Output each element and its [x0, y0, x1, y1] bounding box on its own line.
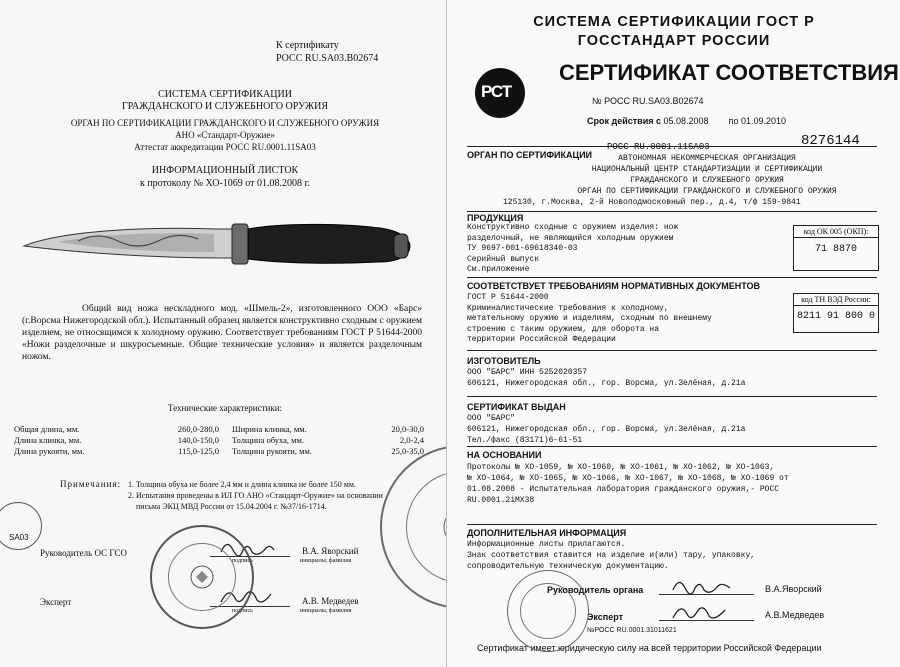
footer-legal-text: Сертификат имеет юридическую силу на всей территории Российской Федерации	[477, 643, 822, 653]
expert-label: Эксперт	[587, 612, 624, 622]
system-line-1: СИСТЕМА СЕРТИФИКАЦИИ	[158, 89, 292, 100]
tnved-label: код ТН ВЭД России:	[794, 294, 878, 306]
okp-code-box	[793, 225, 879, 271]
knife-description: Общий вид ножа нескладного мод. «Шмель-2», изготовленного ООО «Барс» (г.Ворсма Нижегородской обл.). Испытанный образец является конструктивно сходным с оружием изделием, не относящимся к холодному оружию. Соответствует требованиям ГОСТ Р 51644-2000 «Ножи разделочные и шкуросъемные. Общие технические условия» и является разделочным ножом.	[22, 304, 422, 362]
rule	[467, 350, 877, 351]
head-label: Руководитель ОС ГСО	[40, 548, 127, 558]
manufacturer-block: ООО "БАРС" ИНН 5252020357 606121, Нижегородская обл., гор. Ворсма, ул.Зелёная, д.21а	[467, 368, 746, 388]
specs-right-table	[232, 424, 424, 457]
gost-r-logo-icon: РСТ	[475, 68, 525, 118]
certificate-title: СЕРТИФИКАТ СООТВЕТСТВИЯ	[559, 60, 899, 85]
note-1: 1. Толщина обуха не более 2,4 мм и длина клинка не более 150 мм.	[128, 480, 356, 489]
organ-head-name: В.А.Яворский	[765, 584, 822, 594]
certificate-reference: РОСС RU.SA03.B02674	[276, 53, 379, 64]
name-caption: инициалы, фамилия	[300, 558, 352, 564]
info-sheet-subtitle: к протоколу № ХО-1069 от 01.08.2008 г.	[139, 178, 311, 189]
organ-label: ОРГАН ПО СЕРТИФИКАЦИИ	[467, 150, 593, 160]
additional-info-block: Информационные листы прилагаются. Знак соответствия ставится на изделие и(или) тару, упаковку, сопроводительную техническую документацию.	[467, 540, 756, 571]
round-seal-center	[380, 445, 446, 609]
product-block: Конструктивно сходные с оружием изделия: нож разделочный, не являющийся холодным оружием ТУ 9697-001-69618340-03 Серийный выпуск См.приложение	[467, 223, 679, 274]
organ-code: РОСС RU.0001.11SA03	[607, 142, 710, 152]
expert-label: Эксперт	[40, 597, 72, 607]
issued-to-label: СЕРТИФИКАТ ВЫДАН	[467, 402, 566, 412]
organ-line-1: ОРГАН ПО СЕРТИФИКАЦИИ ГРАЖДАНСКОГО И СЛУЖЕБНОГО ОРУЖИЯ	[70, 118, 380, 128]
manufacturer-label: ИЗГОТОВИТЕЛЬ	[467, 356, 541, 366]
small-stamp: SA03	[0, 502, 42, 550]
signature-caption: подпись	[232, 558, 253, 564]
system-line-2: ГРАЖДАНСКОГО И СЛУЖЕБНОГО ОРУЖИЯ	[121, 101, 329, 112]
expert-name: А.В. Медведев	[302, 596, 359, 606]
organ-head-signature	[669, 576, 739, 596]
note-2: 2. Испытания проведены в ИЛ ГО АНО «Стандарт-Оружие» на основании	[128, 491, 383, 500]
okp-code: 71 8870	[814, 244, 857, 255]
certificate-seal	[507, 570, 589, 652]
spec-row: Толщина обуха, мм. 2,0-2,4	[232, 435, 424, 445]
rule	[467, 524, 877, 525]
accreditation-line: Аттестат аккредитации РОСС RU.0001.11SA03	[134, 142, 316, 152]
knife-illustration	[18, 212, 413, 284]
spec-row: Длина рукояти, мм. 115,0-125,0	[14, 446, 219, 456]
spec-row: Общая длина, мм. 260,0-280,0	[14, 424, 219, 434]
header-gosstandart: ГОССТАНДАРТ РОССИИ	[577, 33, 771, 49]
serial-number: 8276144	[801, 133, 860, 149]
certificate-page	[446, 0, 900, 667]
specs-left-table	[14, 424, 219, 457]
seal-emblem-icon	[188, 563, 216, 591]
rule	[467, 446, 877, 447]
organ-head-label: Руководитель органа	[547, 585, 644, 595]
basis-label: НА ОСНОВАНИИ	[467, 450, 542, 460]
signature-caption: подпись	[232, 608, 253, 614]
organ-address: 125130, г.Москва, 2-й Новоподмосковный пер., д.4, т/ф 159-9841	[503, 198, 801, 207]
certificate-number: № РОСС RU.SA03.B02674	[592, 96, 704, 106]
validity-to: 01.09.2010	[740, 116, 787, 126]
notes-title: Примечания:	[60, 479, 122, 489]
specs-title: Технические характеристики:	[167, 403, 283, 413]
rule	[467, 396, 877, 397]
organ-line-2: АНО «Стандарт-Оружие»	[175, 130, 275, 140]
spec-row: Длина клинка, мм. 140,0-150,0	[14, 435, 219, 445]
expert-signature	[669, 602, 739, 622]
spec-row: Ширина клинка, мм. 20,0-30,0	[232, 424, 424, 434]
validity-from: 05.08.2008	[663, 116, 709, 126]
seal-inner-ring	[520, 583, 576, 639]
to-certificate: К сертификату	[276, 40, 339, 51]
basis-block: Протоколы № ХО-1059, № ХО-1060, № ХО-1061, № ХО-1062, № ХО-1063, № ХО-1064, № ХО-1065, № ХО-1066, № ХО-1067, № ХО-1068, № ХО-1069 от 01.08.2008 - Испытательная лаборатория гражданского оружия,- РОСС RU.0001.21МХ38	[467, 463, 789, 505]
additional-info-label: ДОПОЛНИТЕЛЬНАЯ ИНФОРМАЦИЯ	[467, 528, 627, 538]
round-seal-left	[150, 525, 254, 629]
organ-block: АВТОНОМНАЯ НЕКОММЕРЧЕСКАЯ ОРГАНИЗАЦИЯ НАЦИОНАЛЬНЫЙ ЦЕНТР СТАНДАРТИЗАЦИИ И СЕРТИФИКАЦИИ ГРАЖДАНСКОГО И СЛУЖЕБНОГО ОРУЖИЯ ОРГАН ПО СЕРТИФИКАЦИИ ГРАЖДАНСКОГО И СЛУЖЕБНОГО ОРУЖИЯ	[577, 154, 837, 196]
validity	[587, 116, 786, 126]
footer-code: №РОСС RU.0001.31011621	[587, 627, 677, 634]
issued-to-block: ООО "БАРС" 606121, Нижегородская обл., гор. Ворсма, ул.Зелёная, д.21а Тел./факс (83171)6-61-51	[467, 414, 746, 445]
note-2-continued: письма ЭКЦ МВД России от 15.04.2004 г. №37/16-1714.	[136, 502, 327, 511]
info-sheet-title: ИНФОРМАЦИОННЫЙ ЛИСТОК	[151, 165, 299, 176]
spec-row: Толщина рукояти, мм. 25,0-35,0	[232, 446, 424, 456]
rule	[467, 277, 877, 278]
tnved-code-box	[793, 293, 879, 333]
compliance-label: СООТВЕТСТВУЕТ ТРЕБОВАНИЯМ НОРМАТИВНЫХ ДОКУМЕНТОВ	[467, 281, 760, 291]
product-label: ПРОДУКЦИЯ	[467, 213, 524, 223]
name-caption: инициалы, фамилия	[300, 608, 352, 614]
rule	[467, 211, 877, 212]
okp-label: код ОК 005 (ОКП):	[794, 226, 878, 238]
expert-name: А.В.Медведев	[765, 610, 825, 620]
validity-to-label: по	[728, 116, 739, 126]
tnved-code: 8211 91 800 0	[796, 311, 875, 322]
head-name: В.А. Яворский	[302, 546, 359, 556]
validity-label: Срок действия с	[587, 116, 661, 126]
header-system: СИСТЕМА СЕРТИФИКАЦИИ ГОСТ Р	[533, 14, 815, 30]
info-sheet-page	[0, 0, 446, 667]
compliance-block: ГОСТ Р 51644-2000 Криминалистические требования к холодному, метательному оружию и изделиям, сходным по внешнему строению с таким оружием, для оборота на территории Российской Федерации	[467, 293, 712, 344]
